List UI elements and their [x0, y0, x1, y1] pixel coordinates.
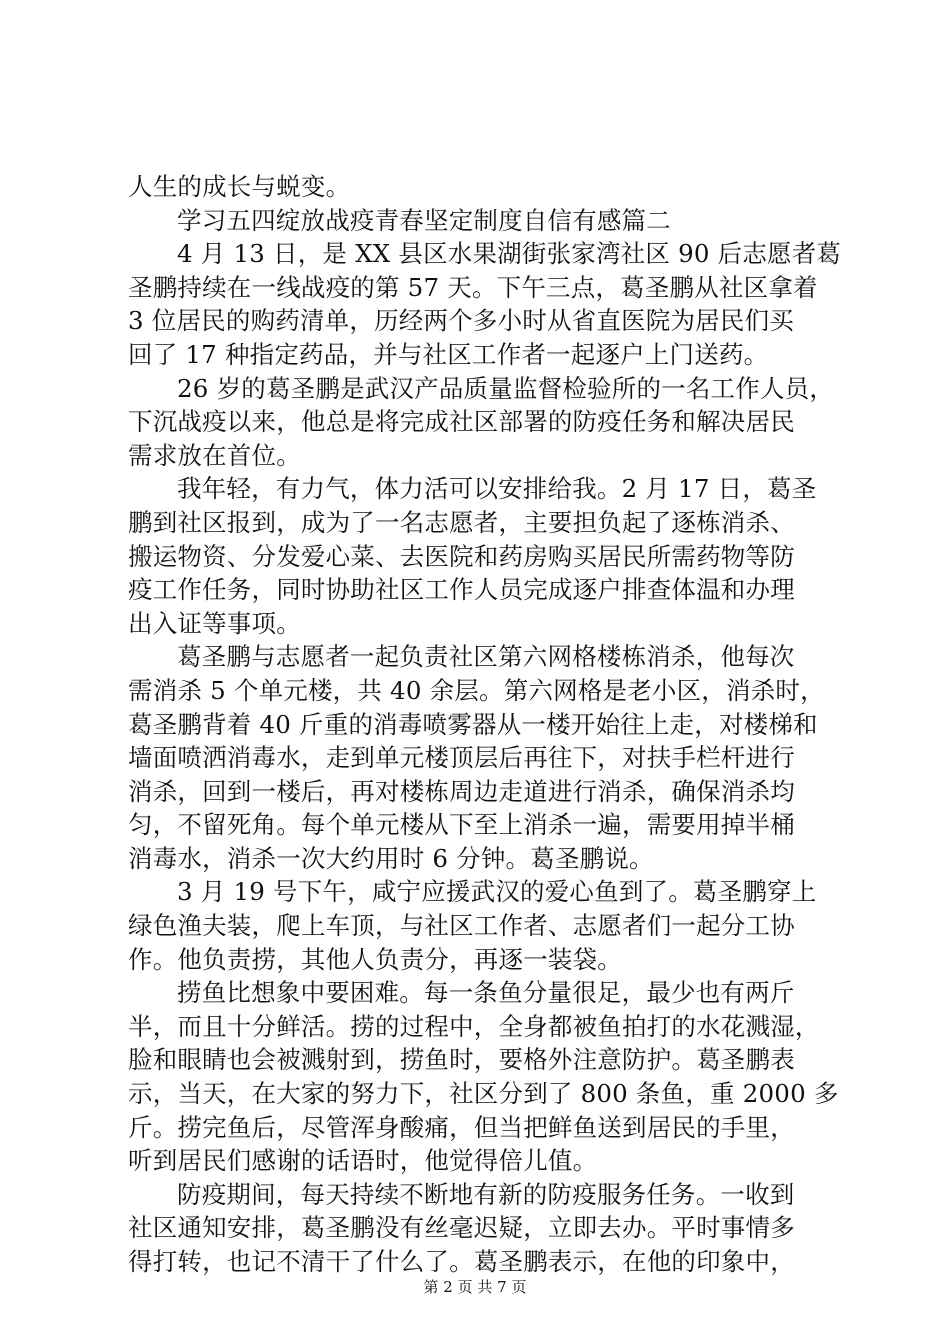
text-line: 疫工作任务，同时协助社区工作人员完成逐户排查体温和办理	[128, 575, 795, 605]
text-line: 3 位居民的购药清单，历经两个多小时从省直医院为居民们买	[128, 306, 794, 336]
text-line: 需消杀 5 个单元楼，共 40 余层。第六网格是老小区，消杀时，	[128, 675, 825, 705]
page-number-footer: 第 2 页 共 7 页	[423, 1278, 527, 1296]
text-line: 搬运物资、分发爱心菜、去医院和药房购买居民所需药物等防	[128, 541, 795, 571]
text-line: 半，而且十分鲜活。捞的过程中，全身都被鱼拍打的水花溅湿，	[128, 1011, 820, 1041]
text-line: 作。他负责捞，其他人负责分，再逐一装袋。	[128, 944, 622, 974]
text-line: 出入证等事项。	[128, 608, 301, 638]
text-line: 需求放在首位。	[128, 440, 301, 470]
text-line: 墙面喷洒消毒水，走到单元楼顶层后再往下，对扶手栏杆进行	[128, 743, 795, 773]
text-line: 26 岁的葛圣鹏是武汉产品质量监督检验所的一名工作人员，	[177, 373, 835, 403]
text-line: 防疫期间，每天持续不断地有新的防疫服务任务。一收到	[177, 1179, 795, 1209]
text-line: 绿色渔夫装，爬上车顶，与社区工作者、志愿者们一起分工协	[128, 911, 795, 941]
text-line: 葛圣鹏与志愿者一起负责社区第六网格楼栋消杀，他每次	[177, 642, 795, 672]
text-line: 消毒水，消杀一次大约用时 6 分钟。葛圣鹏说。	[128, 843, 654, 873]
text-line: 匀，不留死角。每个单元楼从下至上消杀一遍，需要用掉半桶	[128, 810, 795, 840]
text-line: 学习五四绽放战疫青春坚定制度自信有感篇二	[177, 205, 671, 235]
text-line: 社区通知安排，葛圣鹏没有丝毫迟疑，立即去办。平时事情多	[128, 1213, 795, 1243]
text-line: 听到居民们感谢的话语时，他觉得倍儿值。	[128, 1146, 598, 1176]
text-line: 示，当天，在大家的努力下，社区分到了 800 条鱼，重 2000 多	[128, 1079, 839, 1109]
text-line: 4 月 13 日，是 XX 县区水果湖街张家湾社区 90 后志愿者葛	[177, 239, 842, 269]
text-line: 消杀，回到一楼后，再对楼栋周边走道进行消杀，确保消杀均	[128, 776, 795, 806]
text-line: 下沉战疫以来，他总是将完成社区部署的防疫任务和解决居民	[128, 407, 795, 437]
text-line: 圣鹏持续在一线战疫的第 57 天。下午三点，葛圣鹏从社区拿着	[128, 272, 818, 302]
text-line: 回了 17 种指定药品，并与社区工作者一起逐户上门送药。	[128, 339, 769, 369]
text-line: 斤。捞完鱼后，尽管浑身酸痛，但当把鲜鱼送到居民的手里，	[128, 1112, 795, 1142]
document-body	[128, 170, 848, 1279]
text-line: 捞鱼比想象中要困难。每一条鱼分量很足，最少也有两斤	[177, 978, 795, 1008]
text-line: 葛圣鹏背着 40 斤重的消毒喷雾器从一楼开始往上走，对楼梯和	[128, 709, 818, 739]
text-line: 我年轻，有力气，体力活可以安排给我。2 月 17 日，葛圣	[177, 474, 817, 504]
text-line: 鹏到社区报到，成为了一名志愿者，主要担负起了逐栋消杀、	[128, 507, 795, 537]
text-line: 得打转，也记不清干了什么了。葛圣鹏表示，在他的印象中，	[128, 1247, 795, 1276]
text-line: 人生的成长与蜕变。	[128, 172, 351, 201]
text-line: 脸和眼睛也会被溅射到，捞鱼时，要格外注意防护。葛圣鹏表	[128, 1045, 795, 1075]
text-line: 3 月 19 号下午，咸宁应援武汉的爱心鱼到了。葛圣鹏穿上	[177, 877, 817, 907]
